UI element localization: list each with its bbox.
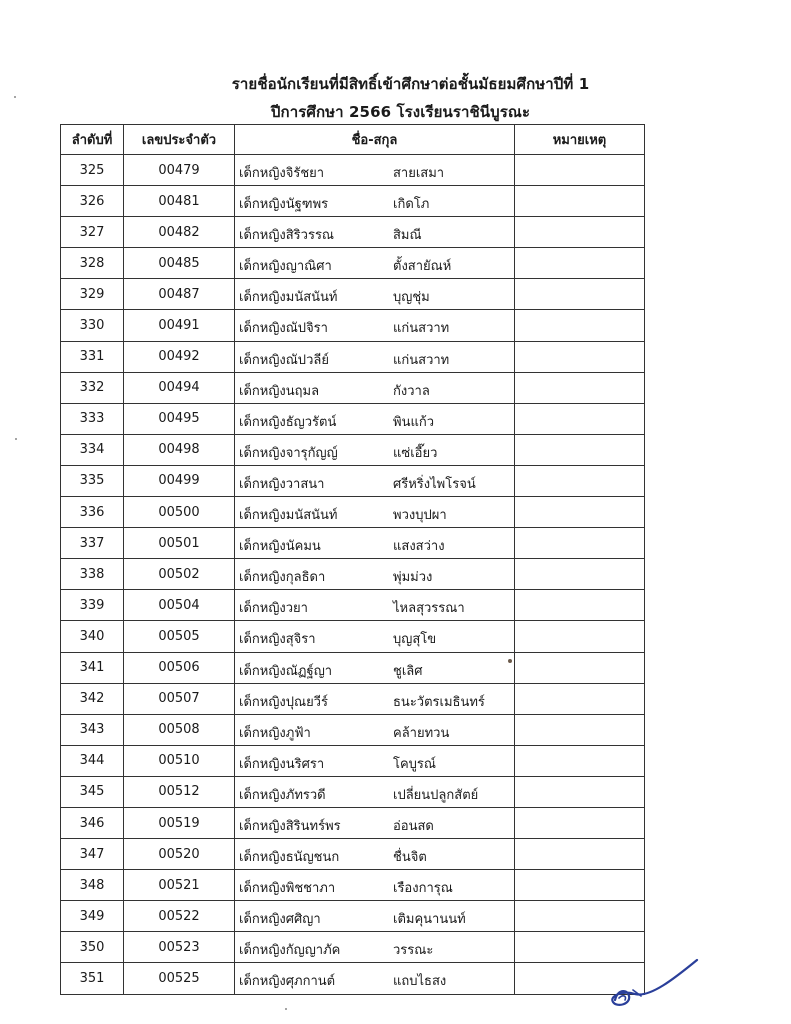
row-order: 327 <box>61 217 124 248</box>
table-row <box>61 528 645 559</box>
row-student-id: 00500 <box>124 497 235 528</box>
row-last-name: ชื่นจิต <box>393 850 427 866</box>
row-order: 329 <box>61 279 124 310</box>
row-student-id: 00495 <box>124 403 235 434</box>
row-first-name: เด็กหญิงณัปวลีย์ <box>239 352 329 368</box>
row-first-name: เด็กหญิงสิริวรรณ <box>239 228 334 244</box>
row-full-name <box>235 807 515 838</box>
row-first-name: เด็กหญิงญาณิศา <box>239 259 332 275</box>
row-full-name <box>235 590 515 621</box>
table-row <box>61 497 645 528</box>
row-order: 347 <box>61 839 124 870</box>
row-first-name: เด็กหญิงภูฟ้า <box>239 725 311 741</box>
row-first-name: เด็กหญิงกัญญาภัค <box>239 943 341 959</box>
row-student-id: 00523 <box>124 932 235 963</box>
row-order: 326 <box>61 186 124 217</box>
row-last-name: บุญชุ่ม <box>393 290 430 306</box>
table-row <box>61 870 645 901</box>
row-student-id: 00498 <box>124 434 235 465</box>
row-full-name <box>235 279 515 310</box>
row-student-id: 00502 <box>124 559 235 590</box>
row-order: 351 <box>61 963 124 994</box>
row-first-name: เด็กหญิงสุจิรา <box>239 632 316 648</box>
row-student-id: 00522 <box>124 901 235 932</box>
table-row <box>61 901 645 932</box>
row-first-name: เด็กหญิงศศิญา <box>239 912 321 928</box>
ink-dot <box>508 659 512 663</box>
row-order: 337 <box>61 528 124 559</box>
row-student-id: 00494 <box>124 372 235 403</box>
row-remarks <box>515 434 645 465</box>
row-remarks <box>515 807 645 838</box>
header-student-id: เลขประจำตัว <box>124 125 235 155</box>
row-student-id: 00505 <box>124 621 235 652</box>
row-remarks <box>515 310 645 341</box>
row-first-name: เด็กหญิงพิชชาภา <box>239 881 336 897</box>
row-last-name: เกิดโภ <box>393 197 430 213</box>
row-full-name <box>235 465 515 496</box>
row-full-name <box>235 932 515 963</box>
signature-mark <box>605 950 705 1010</box>
row-student-id: 00501 <box>124 528 235 559</box>
row-first-name: เด็กหญิงนัฐฑพร <box>239 197 329 213</box>
row-remarks <box>515 465 645 496</box>
row-full-name <box>235 901 515 932</box>
table-row <box>61 807 645 838</box>
row-last-name: ศรีหริ่งไพโรจน์ <box>393 476 476 492</box>
row-full-name <box>235 963 515 994</box>
row-last-name: แถบไธสง <box>393 974 447 990</box>
row-remarks <box>515 528 645 559</box>
row-student-id: 00521 <box>124 870 235 901</box>
row-full-name <box>235 621 515 652</box>
row-order: 344 <box>61 745 124 776</box>
scan-speck <box>15 438 17 440</box>
row-first-name: เด็กหญิงณัฏฐ์ญา <box>239 663 333 679</box>
row-last-name: บุญสุโข <box>393 632 437 648</box>
row-last-name: วรรณะ <box>393 943 434 959</box>
row-full-name <box>235 186 515 217</box>
row-remarks <box>515 745 645 776</box>
table-row <box>61 683 645 714</box>
table-row <box>61 776 645 807</box>
row-first-name: เด็กหญิงมนัสนันท์ <box>239 290 338 306</box>
row-last-name: คล้ายทวน <box>393 725 450 741</box>
row-last-name: แซ่เอี๊ยว <box>393 445 438 461</box>
row-last-name: กังวาล <box>393 383 430 399</box>
row-full-name <box>235 776 515 807</box>
row-last-name: แก่นสวาท <box>393 321 450 337</box>
row-order: 331 <box>61 341 124 372</box>
row-first-name: เด็กหญิงณัปจิรา <box>239 321 328 337</box>
table-row <box>61 434 645 465</box>
row-remarks <box>515 186 645 217</box>
row-order: 339 <box>61 590 124 621</box>
row-full-name <box>235 839 515 870</box>
row-last-name: พุ่มม่วง <box>393 570 433 586</box>
row-full-name <box>235 372 515 403</box>
row-full-name <box>235 217 515 248</box>
row-order: 336 <box>61 497 124 528</box>
row-full-name <box>235 155 515 186</box>
row-last-name: เติมคุนานนท์ <box>393 912 466 928</box>
table-row <box>61 963 645 994</box>
row-remarks <box>515 870 645 901</box>
table-row <box>61 248 645 279</box>
document-title: รายชื่อนักเรียนที่มีสิทธิ์เข้าศึกษาต่อชั้นมัธยมศึกษาปีที่ 1 <box>231 75 590 93</box>
row-remarks <box>515 590 645 621</box>
table-row <box>61 714 645 745</box>
row-remarks <box>515 372 645 403</box>
scan-speck <box>14 96 16 98</box>
row-remarks <box>515 776 645 807</box>
row-remarks <box>515 901 645 932</box>
row-remarks <box>515 217 645 248</box>
table-row <box>61 465 645 496</box>
row-remarks <box>515 155 645 186</box>
row-remarks <box>515 341 645 372</box>
row-student-id: 00482 <box>124 217 235 248</box>
row-student-id: 00520 <box>124 839 235 870</box>
table-row <box>61 621 645 652</box>
table-row <box>61 932 645 963</box>
row-first-name: เด็กหญิงศุภกานต์ <box>239 974 336 990</box>
table-row <box>61 279 645 310</box>
header-remarks: หมายเหตุ <box>515 125 645 155</box>
row-order: 341 <box>61 652 124 683</box>
row-last-name: แก่นสวาท <box>393 352 450 368</box>
row-last-name: ธนะวัตรเมธินทร์ <box>393 694 485 710</box>
row-remarks <box>515 497 645 528</box>
row-remarks <box>515 839 645 870</box>
row-full-name <box>235 714 515 745</box>
row-order: 333 <box>61 403 124 434</box>
row-student-id: 00479 <box>124 155 235 186</box>
row-full-name <box>235 528 515 559</box>
row-order: 325 <box>61 155 124 186</box>
row-student-id: 00499 <box>124 465 235 496</box>
row-full-name <box>235 683 515 714</box>
row-student-id: 00504 <box>124 590 235 621</box>
row-last-name: สิมณี <box>393 228 422 244</box>
table-row <box>61 372 645 403</box>
row-remarks <box>515 279 645 310</box>
row-order: 346 <box>61 807 124 838</box>
row-student-id: 00487 <box>124 279 235 310</box>
row-full-name <box>235 403 515 434</box>
row-first-name: เด็กหญิงนริศรา <box>239 756 325 772</box>
row-student-id: 00491 <box>124 310 235 341</box>
header-full-name: ชื่อ-สกุล <box>235 125 515 155</box>
row-student-id: 00519 <box>124 807 235 838</box>
row-remarks <box>515 683 645 714</box>
row-remarks <box>515 248 645 279</box>
row-remarks <box>515 559 645 590</box>
row-order: 332 <box>61 372 124 403</box>
row-full-name <box>235 870 515 901</box>
row-order: 328 <box>61 248 124 279</box>
row-student-id: 00512 <box>124 776 235 807</box>
student-list-table <box>60 124 645 995</box>
row-order: 340 <box>61 621 124 652</box>
row-student-id: 00510 <box>124 745 235 776</box>
row-last-name: แสงสว่าง <box>393 539 445 555</box>
table-row <box>61 341 645 372</box>
table-row <box>61 652 645 683</box>
row-student-id: 00492 <box>124 341 235 372</box>
table-row <box>61 745 645 776</box>
table-row <box>61 310 645 341</box>
row-first-name: เด็กหญิงมนัสนันท์ <box>239 508 338 524</box>
row-order: 348 <box>61 870 124 901</box>
table-row <box>61 590 645 621</box>
row-remarks <box>515 714 645 745</box>
row-last-name: โคบูรณ์ <box>393 756 436 772</box>
document-subtitle: ปีการศึกษา 2566 โรงเรียนราชินีบูรณะ <box>270 103 531 121</box>
row-student-id: 00481 <box>124 186 235 217</box>
row-full-name <box>235 248 515 279</box>
row-order: 330 <box>61 310 124 341</box>
row-full-name <box>235 341 515 372</box>
row-last-name: เรืองการุณ <box>393 881 453 897</box>
row-remarks <box>515 652 645 683</box>
row-first-name: เด็กหญิงจิรัชยา <box>239 166 325 181</box>
row-last-name: พวงบุปผา <box>393 508 447 524</box>
row-first-name: เด็กหญิงกุลธิดา <box>239 570 326 586</box>
table-row <box>61 559 645 590</box>
row-full-name <box>235 434 515 465</box>
row-remarks <box>515 403 645 434</box>
row-student-id: 00506 <box>124 652 235 683</box>
row-full-name <box>235 745 515 776</box>
row-last-name: เปลี่ยนปลูกสัตย์ <box>393 787 479 803</box>
row-first-name: เด็กหญิงนฤมล <box>239 383 320 399</box>
row-last-name: ไหลสุวรรณา <box>393 601 465 617</box>
row-student-id: 00485 <box>124 248 235 279</box>
row-first-name: เด็กหญิงวาสนา <box>239 476 325 492</box>
row-order: 345 <box>61 776 124 807</box>
row-full-name <box>235 559 515 590</box>
row-full-name <box>235 497 515 528</box>
table-header-row <box>61 125 645 155</box>
row-first-name: เด็กหญิงธัญวรัตน์ <box>239 414 337 430</box>
row-first-name: เด็กหญิงจารุกัญญ์ <box>239 445 338 461</box>
row-first-name: เด็กหญิงวยา <box>239 601 308 617</box>
table-row <box>61 839 645 870</box>
row-order: 349 <box>61 901 124 932</box>
row-last-name: ชูเลิศ <box>393 663 423 679</box>
row-order: 335 <box>61 465 124 496</box>
row-student-id: 00507 <box>124 683 235 714</box>
row-order: 338 <box>61 559 124 590</box>
row-first-name: เด็กหญิงสิรินทร์พร <box>239 818 341 834</box>
row-order: 334 <box>61 434 124 465</box>
row-last-name: ตั้งสายัณห์ <box>393 259 452 275</box>
table-row <box>61 186 645 217</box>
scan-speck <box>285 1008 287 1010</box>
row-order: 342 <box>61 683 124 714</box>
row-order: 350 <box>61 932 124 963</box>
table-row <box>61 155 645 186</box>
row-last-name: อ่อนสด <box>393 818 434 834</box>
row-first-name: เด็กหญิงนัคมน <box>239 539 321 555</box>
row-order: 343 <box>61 714 124 745</box>
table-body <box>61 155 645 995</box>
row-last-name: พินแก้ว <box>393 414 435 430</box>
row-first-name: เด็กหญิงปุณยวีร์ <box>239 694 328 710</box>
header-order: ลำดับที่ <box>61 125 124 155</box>
row-student-id: 00525 <box>124 963 235 994</box>
row-full-name <box>235 652 515 683</box>
row-full-name <box>235 310 515 341</box>
row-first-name: เด็กหญิงธนัญชนก <box>239 850 340 866</box>
row-student-id: 00508 <box>124 714 235 745</box>
row-last-name: สายเสมา <box>393 166 445 181</box>
table-row <box>61 403 645 434</box>
row-first-name: เด็กหญิงภัทรวดี <box>239 787 326 803</box>
table-row <box>61 217 645 248</box>
row-remarks <box>515 621 645 652</box>
